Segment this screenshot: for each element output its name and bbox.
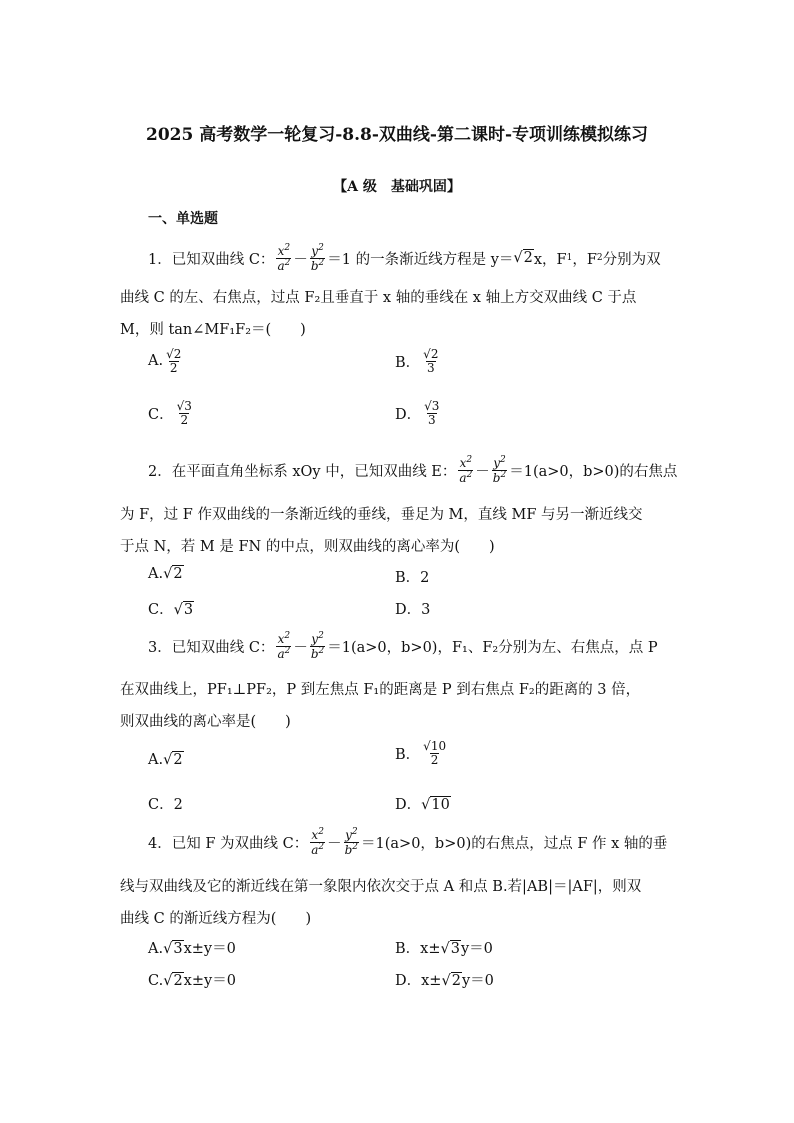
q4-line2: 线与双曲线及它的渐近线在第一象限内依次交于点 A 和点 B.若|AB|＝|AF|，则双 bbox=[120, 879, 642, 895]
q2-option-d[interactable]: D．3 bbox=[395, 602, 431, 618]
fraction: $\frac{x^2}{a^2}$ bbox=[277, 242, 291, 273]
fraction: $\frac{√3}{2}$ bbox=[176, 399, 192, 427]
page-title: 2025 高考数学一轮复习-8.8-双曲线-第二课时-专项训练模拟练习 bbox=[145, 125, 649, 145]
q3-line2: 在双曲线上，PF₁⊥PF₂，P 到左焦点 F₁的距离是 P 到右焦点 F₂的距离的 3 倍， bbox=[120, 682, 641, 698]
q2-option-c[interactable]: C．√3 bbox=[148, 602, 194, 618]
q1-text: ，F bbox=[572, 251, 597, 268]
section-heading: 一、单选题 bbox=[148, 211, 218, 227]
q2-line2: 为 F，过 F 作双曲线的一条渐近线的垂线，垂足为 M，直线 MF 与另一渐近线交 bbox=[120, 507, 643, 523]
level-heading: 【A 级 基础巩固】 bbox=[333, 179, 461, 195]
fraction: $\frac{√2}{2}$ bbox=[166, 347, 182, 375]
q4-line1 bbox=[148, 822, 667, 862]
q4-option-c[interactable]: C.√2x±y＝0 bbox=[148, 973, 236, 989]
fraction: $\frac{√3}{3}$ bbox=[424, 399, 440, 427]
q2-text: 2．在平面直角坐标系 xOy 中，已知双曲线 E： bbox=[148, 463, 457, 480]
fraction: $\frac{y^2}{b^2}$ bbox=[492, 454, 507, 485]
minus-sign: － bbox=[293, 251, 308, 268]
minus-sign: － bbox=[475, 463, 490, 480]
sqrt: √2 bbox=[513, 250, 533, 266]
fraction: $\frac{x^2}{a^2}$ bbox=[277, 630, 291, 661]
q3-option-d[interactable]: D．√10 bbox=[395, 797, 450, 813]
q4-text: ＝1(a>0，b>0)的右焦点，过点 F 作 x 轴的垂 bbox=[361, 835, 668, 852]
q3-line1 bbox=[148, 626, 658, 666]
q2-text: ＝1(a>0，b>0)的右焦点 bbox=[509, 463, 678, 480]
q4-option-a[interactable]: A.√3x±y＝0 bbox=[148, 941, 236, 957]
q3-text: 3．已知双曲线 C： bbox=[148, 639, 275, 656]
minus-sign: － bbox=[293, 639, 308, 656]
fraction: $\frac{x^2}{a^2}$ bbox=[311, 826, 325, 857]
q1-text: ＝1 的一条渐近线方程是 y＝ bbox=[327, 251, 514, 268]
fraction: $\frac{y^2}{b^2}$ bbox=[310, 242, 325, 273]
fraction: $\frac{x^2}{a^2}$ bbox=[459, 454, 473, 485]
q2-option-b[interactable]: B．2 bbox=[395, 570, 430, 586]
q2-line3: 于点 N，若 M 是 FN 的中点，则双曲线的离心率为( ) bbox=[120, 539, 495, 555]
q1-option-a[interactable]: A. $\frac{√2}{2}$ bbox=[148, 347, 182, 375]
minus-sign: － bbox=[327, 835, 342, 852]
fraction: $\frac{y^2}{b^2}$ bbox=[310, 630, 325, 661]
fraction: $\frac{√10}{2}$ bbox=[423, 739, 447, 767]
q1-text: 1．已知双曲线 C： bbox=[148, 251, 275, 268]
q3-option-b[interactable]: B． $\frac{√10}{2}$ bbox=[395, 739, 447, 767]
q1-option-d[interactable]: D． $\frac{√3}{3}$ bbox=[395, 399, 440, 427]
q4-text: 4．已知 F 为双曲线 C： bbox=[148, 835, 309, 852]
q1-text: x，F bbox=[533, 251, 567, 268]
q1-line2: 曲线 C 的左、右焦点，过点 F₂且垂直于 x 轴的垂线在 x 轴上方交双曲线 C 于点 bbox=[120, 290, 637, 306]
q1-line3: M，则 tan∠MF₁F₂＝( ) bbox=[120, 322, 306, 338]
q4-option-b[interactable]: B．x±√3y＝0 bbox=[395, 941, 493, 957]
q1-line1: 1．已知双曲线 C： $\frac{x^2}{a^2}$ － $\frac{y^2}{b^2}$ ＝1 的一条渐近线方程是 y＝ √2 x，F 1 ，F 2 分别为双 bbox=[148, 242, 661, 273]
q3-text: ＝1(a>0，b>0)，F₁、F₂分别为左、右焦点，点 P bbox=[327, 639, 658, 656]
q2-line1 bbox=[148, 450, 677, 490]
q1-option-b[interactable]: B． $\frac{√2}{3}$ bbox=[395, 347, 439, 375]
q1-option-c[interactable]: C． $\frac{√3}{2}$ bbox=[148, 399, 192, 427]
fraction: $\frac{√2}{3}$ bbox=[423, 347, 439, 375]
q3-line3: 则双曲线的离心率是( ) bbox=[120, 714, 291, 730]
q3-option-a[interactable]: A.√2 bbox=[148, 752, 183, 768]
q1-text: 分别为双 bbox=[602, 251, 661, 268]
q4-option-d[interactable]: D．x±√2y＝0 bbox=[395, 973, 494, 989]
q2-option-a[interactable]: A.√2 bbox=[148, 566, 183, 582]
q4-line3: 曲线 C 的渐近线方程为( ) bbox=[120, 911, 312, 927]
q3-option-c[interactable]: C．2 bbox=[148, 797, 183, 813]
fraction: $\frac{y^2}{b^2}$ bbox=[344, 826, 359, 857]
